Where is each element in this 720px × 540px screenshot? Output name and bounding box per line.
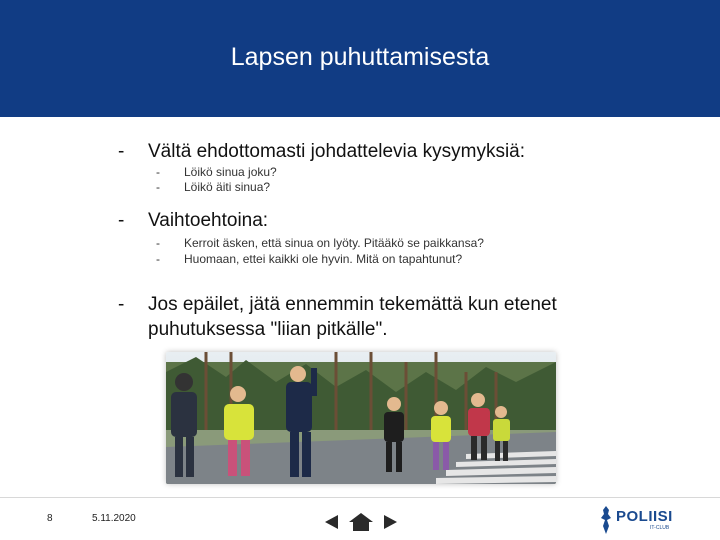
photo-illustration (166, 352, 556, 484)
poliisi-logo (598, 502, 680, 536)
next-slide-icon[interactable] (380, 512, 400, 532)
slide-title: Lapsen puhuttamisesta (230, 43, 490, 71)
bullet-text-line1: Jos epäilet, jätä ennemmin tekemättä kun etenet (148, 294, 557, 315)
bullet-text: Vaihtoehtoina: (148, 210, 269, 231)
slide-header (0, 0, 720, 117)
footer-divider (0, 497, 720, 498)
sub-bullet-text: Löikö äiti sinua? (184, 180, 271, 194)
sub-bullet-text: Löikö sinua joku? (184, 165, 277, 179)
bullet-text: Vältä ehdottomasti johdattelevia kysymyksiä: (148, 141, 526, 162)
sub-bullet-dash: - (156, 180, 160, 194)
bullet-dash: - (118, 294, 125, 315)
sub-bullet-dash: - (156, 252, 160, 266)
previous-slide-icon[interactable] (322, 512, 342, 532)
bullet-text-line2: puhutuksessa "liian pitkälle". (148, 319, 388, 340)
sub-bullet-dash: - (156, 165, 160, 179)
page-number: 8 (47, 513, 53, 524)
home-icon[interactable] (348, 512, 374, 532)
sub-bullet-dash: - (156, 236, 160, 250)
sub-bullet-text: Huomaan, ettei kaikki ole hyvin. Mitä on tapahtunut? (184, 252, 463, 266)
logo-text: POLIISI (616, 508, 673, 525)
logo-subtext: IT-CLUB (650, 525, 670, 531)
sub-bullet-text: Kerroit äsken, että sinua on lyöty. Pitääkö se paikkansa? (184, 236, 484, 250)
slide-navigation (322, 512, 398, 532)
bullet-dash: - (118, 141, 125, 162)
police-emblem-icon (598, 504, 614, 536)
bullet-dash: - (118, 210, 125, 231)
slide-date: 5.11.2020 (92, 513, 136, 524)
crosswalk-photo (166, 352, 556, 484)
